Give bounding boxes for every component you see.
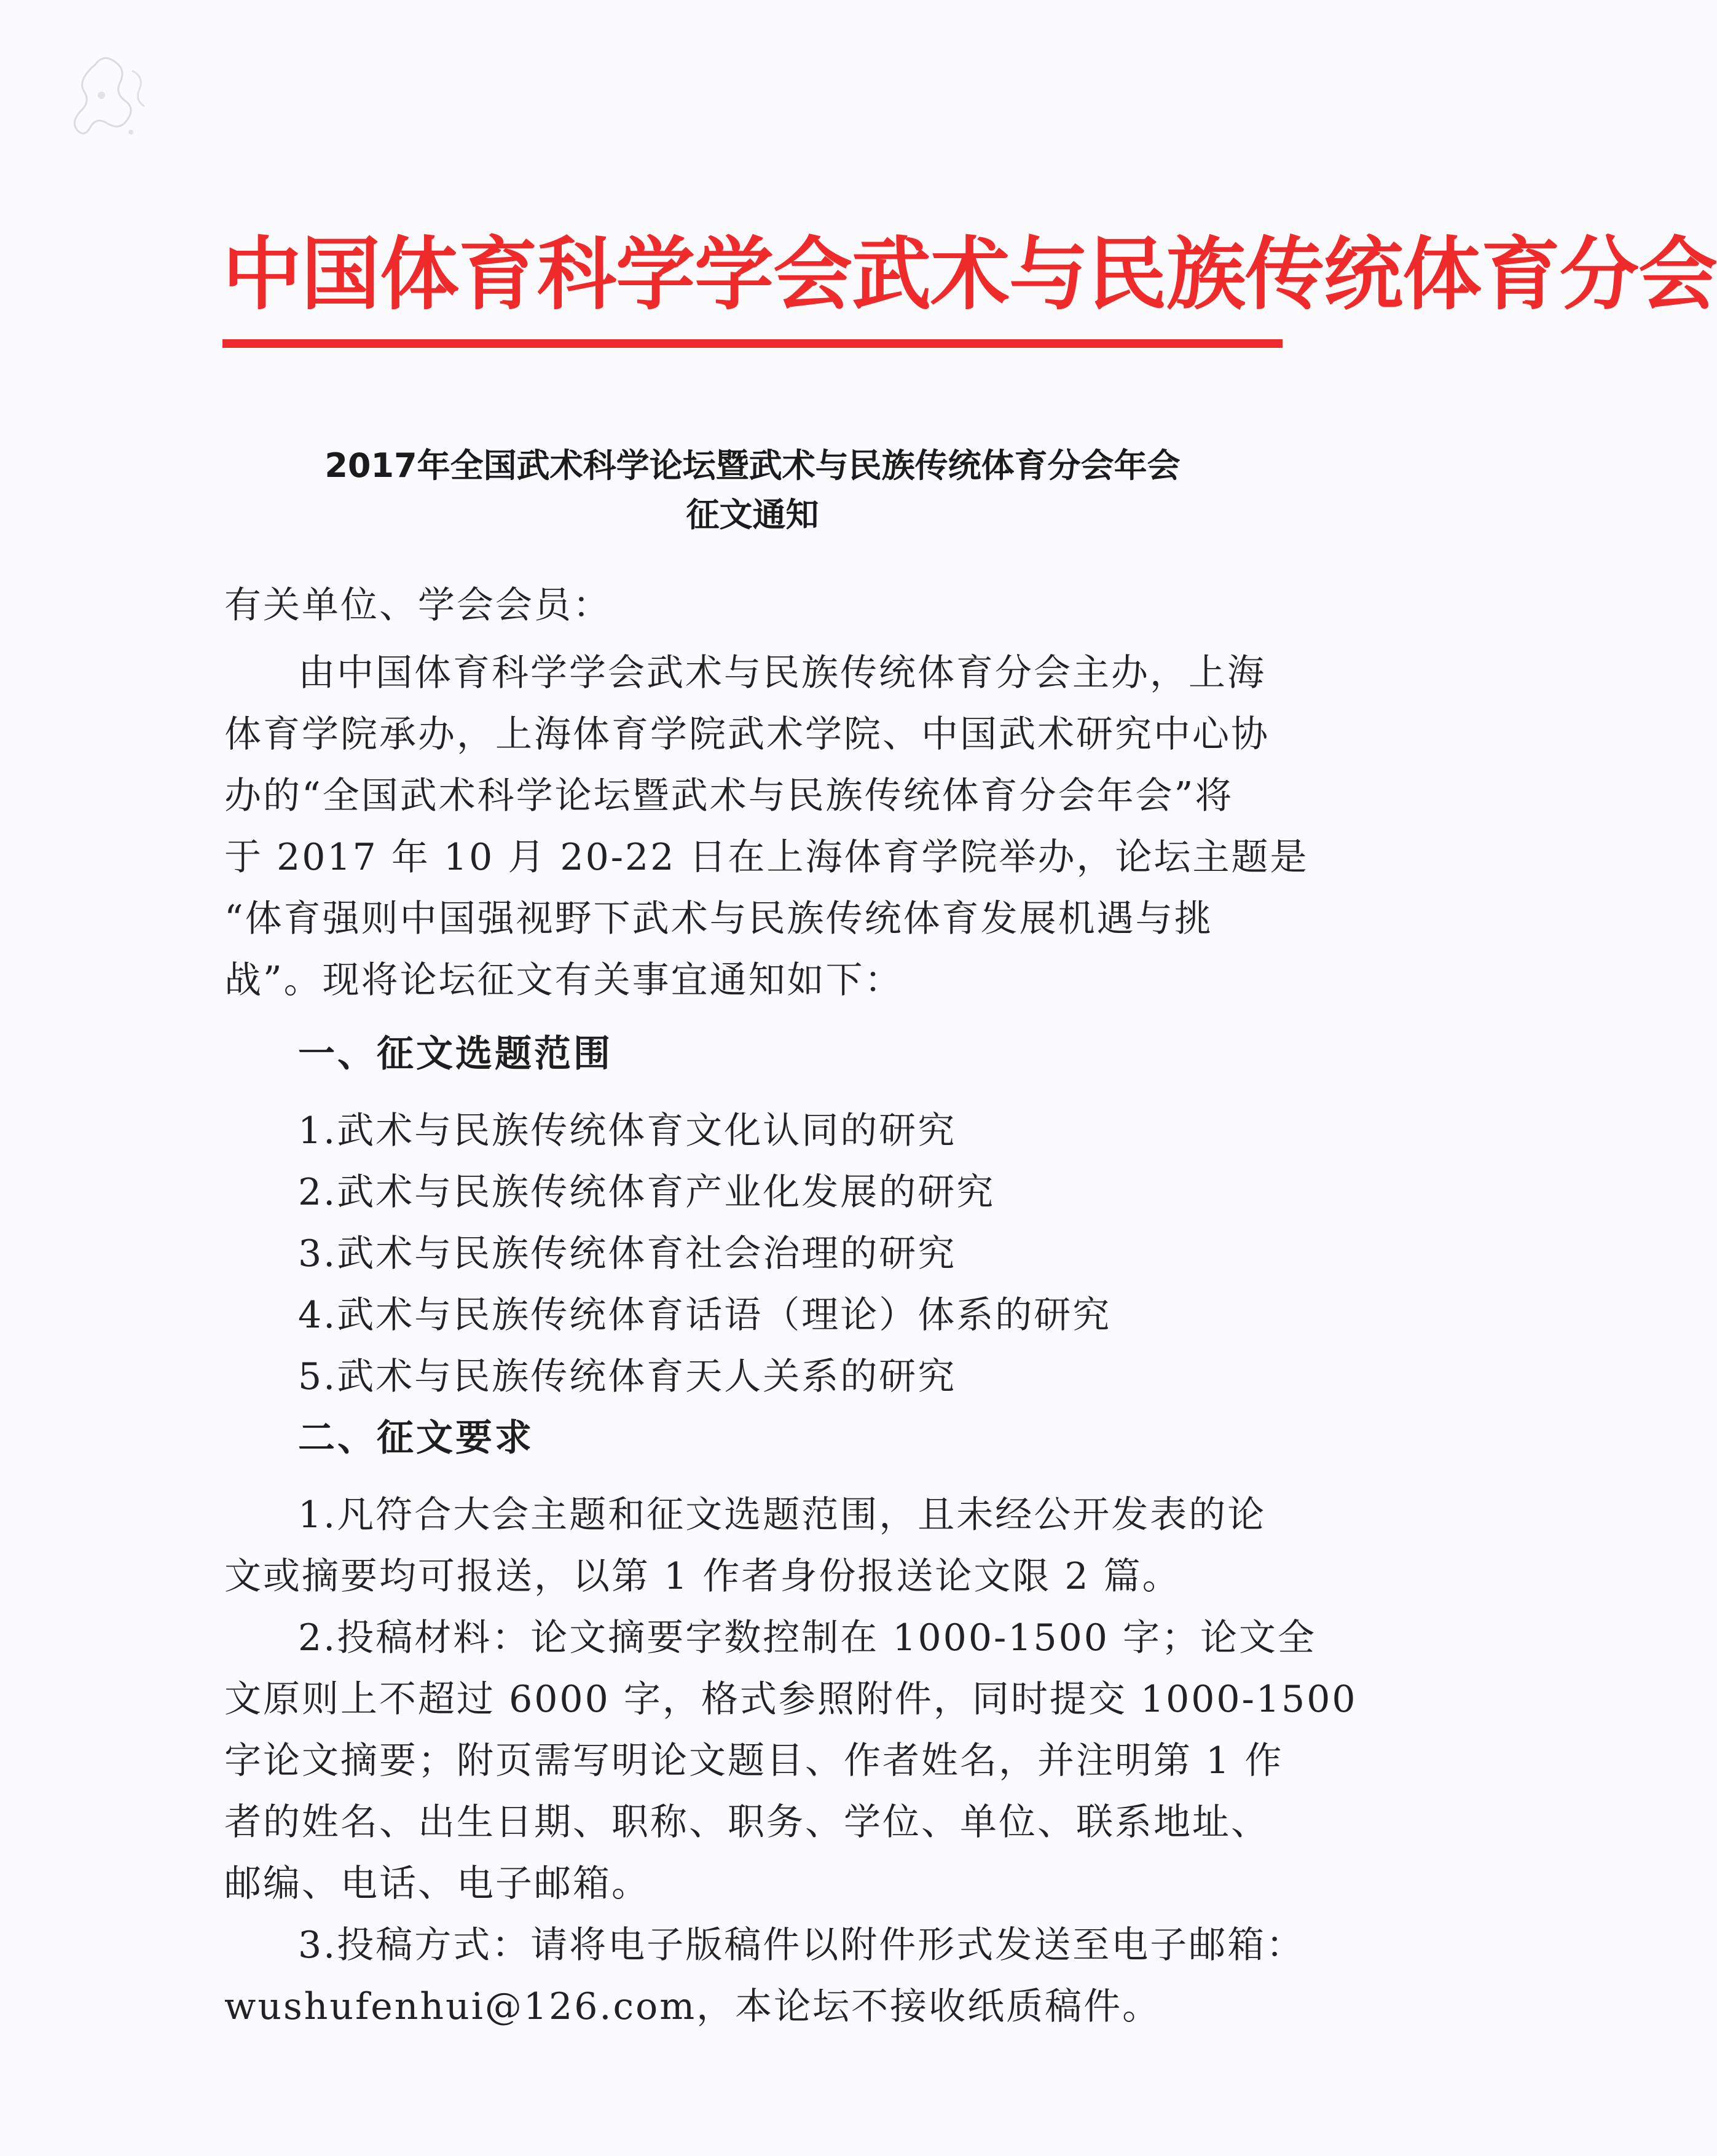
list-item: 4.武术与民族传统体育话语（理论）体系的研究: [298, 1294, 1112, 1337]
section-heading-requirements: 二、征文要求: [298, 1417, 534, 1460]
list-item: 2.武术与民族传统体育产业化发展的研究: [298, 1171, 996, 1214]
intro-line: 体育学院承办，上海体育学院武术学院、中国武术研究中心协: [224, 713, 1270, 756]
requirement-line: 字论文摘要；附页需写明论文题目、作者姓名，并注明第 1 作: [224, 1739, 1284, 1782]
requirement-line: 邮编、电话、电子邮箱。: [224, 1862, 650, 1905]
requirement-line: 文原则上不超过 6000 字，格式参照附件，同时提交 1000-1500: [224, 1678, 1357, 1721]
list-item: 3.武术与民族传统体育社会治理的研究: [298, 1232, 957, 1275]
intro-line: 战”。现将论坛征文有关事宜通知如下：: [224, 959, 903, 1002]
letterhead-red-rule: [222, 339, 1283, 348]
requirement-line: 3.投稿方式：请将电子版稿件以附件形式发送至电子邮箱：: [298, 1924, 1305, 1967]
intro-line: 由中国体育科学学会武术与民族传统体育分会主办，上海: [298, 651, 1266, 694]
notice-title: 2017年全国武术科学论坛暨武术与民族传统体育分会年会: [324, 446, 1181, 485]
notice-subtitle: 征文通知: [686, 495, 819, 534]
intro-line: “体育强则中国强视野下武术与民族传统体育发展机遇与挑: [224, 897, 1213, 940]
requirement-line: 2.投稿材料：论文摘要字数控制在 1000-1500 字；论文全: [298, 1616, 1317, 1659]
section-heading-topics: 一、征文选题范围: [298, 1033, 613, 1076]
requirement-line: 1.凡符合大会主题和征文选题范围，且未经公开发表的论: [298, 1493, 1267, 1536]
list-item: 5.武术与民族传统体育天人关系的研究: [298, 1355, 957, 1398]
embossed-seal-mark: [58, 46, 175, 163]
letterhead-org-name: 中国体育科学学会武术与民族传统体育分会: [222, 229, 1717, 321]
requirement-line: 文或摘要均可报送，以第 1 作者身份报送论文限 2 篇。: [224, 1555, 1181, 1598]
requirement-line: 者的姓名、出生日期、职称、职务、学位、单位、联系地址、: [224, 1801, 1270, 1844]
intro-line: 于 2017 年 10 月 20-22 日在上海体育学院举办，论坛主题是: [224, 836, 1309, 879]
list-item: 1.武术与民族传统体育文化认同的研究: [298, 1109, 957, 1152]
submission-email-line: wushufenhui@126.com，本论坛不接收纸质稿件。: [224, 1985, 1161, 2028]
salutation: 有关单位、学会会员：: [224, 584, 611, 627]
intro-line: 办的“全国武术科学论坛暨武术与民族传统体育分会年会”将: [224, 774, 1234, 817]
